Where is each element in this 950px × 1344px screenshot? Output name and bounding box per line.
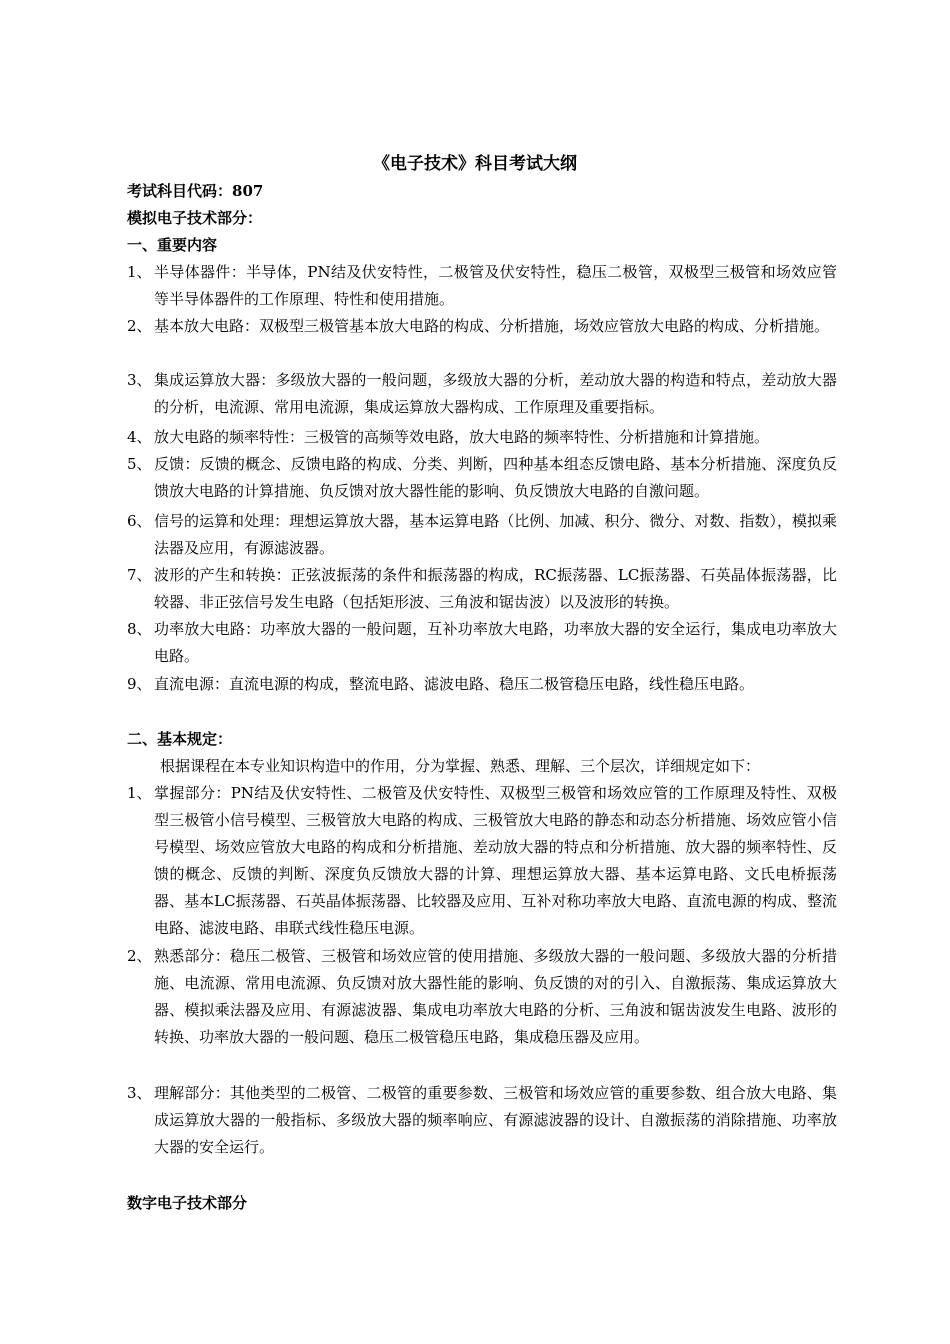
item-number: 8、 (127, 620, 152, 638)
content-item (127, 671, 837, 698)
item-number: 2、 (127, 947, 152, 965)
item-number: 5、 (127, 455, 152, 473)
document-title: 《电子技术》科目考试大纲 (373, 154, 577, 174)
item-text: 直流电源：直流电源的构成，整流电路、滤波电路、稳压二极管稳压电路，线性稳压电路。 (154, 675, 755, 693)
item-text: 放大电路的频率特性：三极管的高频等效电路，放大电路的频率特性、分析措施和计算措施。 (154, 428, 770, 446)
section-digital-heading: 数字电子技术部分 (127, 1194, 248, 1212)
item-text: 信号的运算和处理：理想运算放大器，基本运算电路（比例、加减、积分、微分、对数、指数），模拟乘法器及应用，有源滤波器。 (154, 512, 837, 557)
item-number: 6、 (127, 512, 152, 530)
heading-important-content: 一、重要内容 (127, 236, 218, 254)
item-number: 3、 (127, 371, 152, 389)
content-item (127, 367, 837, 421)
item-number: 7、 (127, 566, 152, 584)
item-text: 集成运算放大器：多级放大器的一般问题，多级放大器的分析，差动放大器的构造和特点，差动放大器的分析，电流源、常用电流源，集成运算放大器构成、工作原理及重要指标。 (154, 371, 837, 416)
content-item (127, 508, 837, 562)
requirement-item (127, 943, 837, 1051)
item-text: 基本放大电路：双极型三极管基本放大电路的构成、分析措施，场效应管放大电路的构成、分析措施。 (154, 317, 830, 335)
item-text: 功率放大电路：功率放大器的一般问题，互补功率放大电路，功率放大器的安全运行，集成电功率放大电路。 (154, 620, 837, 665)
item-number: 9、 (127, 675, 152, 693)
item-text: 熟悉部分：稳压二极管、三极管和场效应管的使用措施、多级放大器的一般问题、多级放大器的分析措施、电流源、常用电流源、负反馈对放大器性能的影响、负反馈的对的引入、自激振荡、集成运算放大器、模拟乘法器及应用、有源滤波器、集成电功率放大电路的分析、三角波和锯齿波发生电路、波形的转换、功率放大器的一般问题、稳压二极管稳压电路，集成稳压器及应用。 (154, 947, 837, 1046)
item-number: 2、 (127, 317, 152, 335)
item-text: 反馈：反馈的概念、反馈电路的构成、分类、判断，四种基本组态反馈电路、基本分析措施、深度负反馈放大电路的计算措施、负反馈对放大器性能的影响、负反馈放大电路的自激问题。 (154, 455, 837, 500)
requirement-item (127, 780, 837, 942)
requirement-item (127, 1080, 837, 1161)
section-analog-heading: 模拟电子技术部分： (127, 209, 263, 227)
heading-basic-requirements: 二、基本规定： (127, 730, 233, 748)
item-text: 半导体器件：半导体，PN结及伏安特性，二极管及伏安特性，稳压二极管，双极型三极管和场效应管等半导体器件的工作原理、特性和使用措施。 (154, 263, 837, 308)
content-item (127, 313, 837, 340)
content-item (127, 562, 837, 616)
item-number: 1、 (127, 263, 152, 281)
subject-code: 考试科目代码：807 (127, 182, 264, 200)
content-item (127, 451, 837, 505)
item-text: 掌握部分：PN结及伏安特性、二极管及伏安特性、双极型三极管和场效应管的工作原理及特性、双极型三极管小信号模型、三极管放大电路的构成、三极管放大电路的静态和动态分析措施、场效应管小信号模型、场效应管放大电路的构成和分析措施、差动放大器的特点和分析措施、放大器的频率特性、反馈的概念、反馈的判断、深度负反馈放大器的计算、理想运算放大器、基本运算电路、文氏电桥振荡器、基本LC振荡器、石英晶体振荡器、比较器及应用、互补对称功率放大电路、直流电源的构成、整流电路、滤波电路、串联式线性稳压电源。 (154, 784, 837, 937)
item-number: 4、 (127, 428, 152, 446)
item-number: 3、 (127, 1084, 152, 1102)
item-text: 波形的产生和转换：正弦波振荡的条件和振荡器的构成，RC振荡器、LC振荡器、石英晶体振荡器，比较器、非正弦信号发生电路（包括矩形波、三角波和锯齿波）以及波形的转换。 (154, 566, 837, 611)
item-text: 理解部分：其他类型的二极管、二极管的重要参数、三极管和场效应管的重要参数、组合放大电路、集成运算放大器的一般指标、多级放大器的频率响应、有源滤波器的设计、自激振荡的消除措施、功率放大器的安全运行。 (154, 1084, 837, 1156)
content-item (127, 424, 837, 451)
content-item (127, 259, 837, 313)
item-number: 1、 (127, 784, 152, 802)
requirements-intro: 根据课程在本专业知识构造中的作用，分为掌握、熟悉、理解、三个层次，详细规定如下： (160, 757, 761, 775)
content-item (127, 616, 837, 670)
